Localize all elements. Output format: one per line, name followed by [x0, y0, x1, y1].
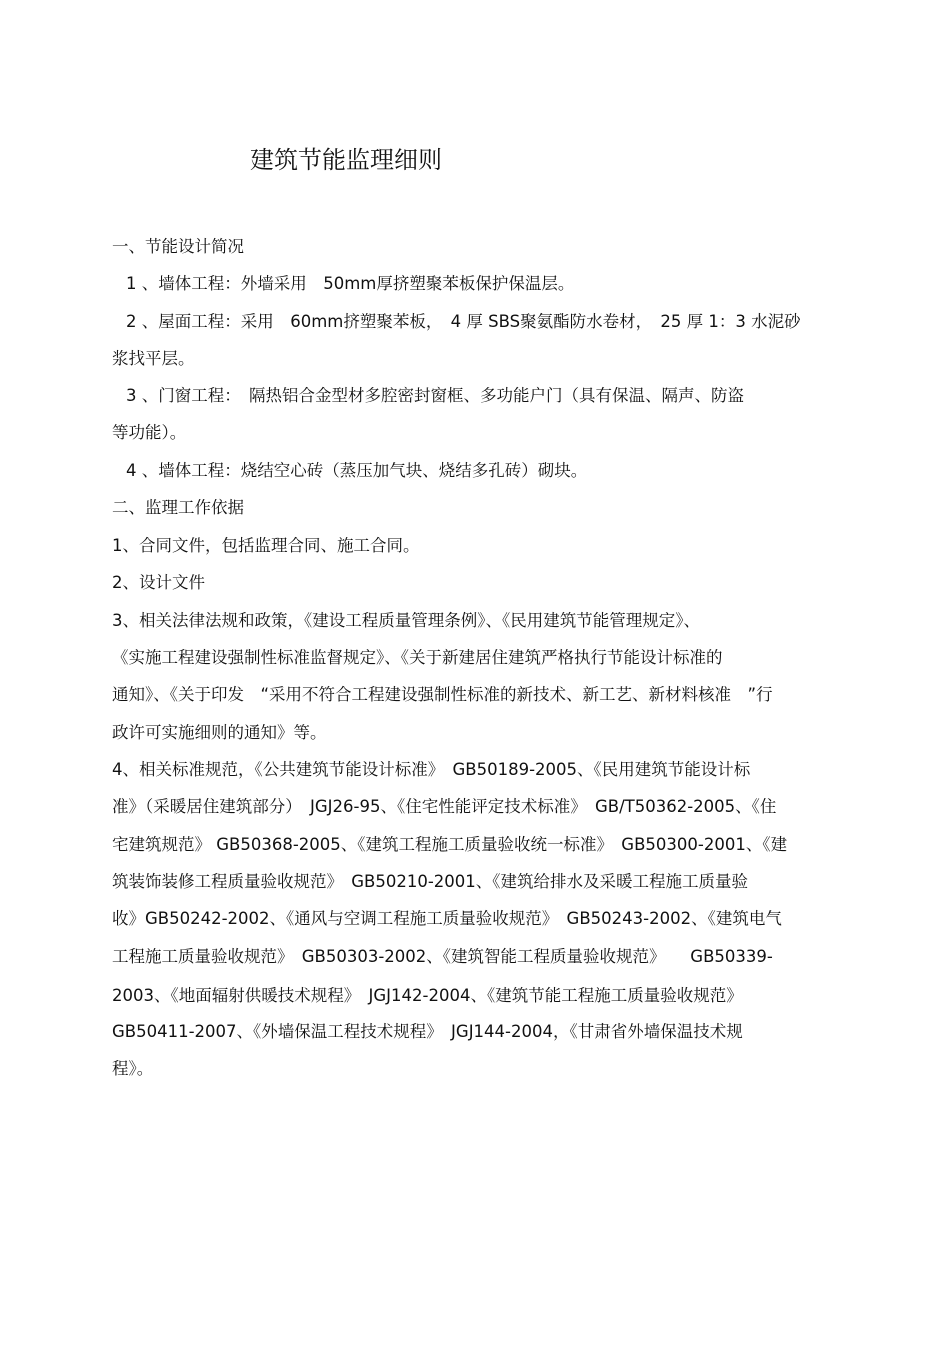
paragraph-line: 4、相关标准规范，《公共建筑节能设计标准》 GB50189-2005、《民用建筑节能设计标 [112, 760, 751, 779]
paragraph-line: 宅建筑规范》 GB50368-2005、《建筑工程施工质量验收统一标准》 GB50300-2001、《建 [112, 835, 788, 854]
paragraph-line: GB50411-2007、《外墙保温工程技术规程》 JGJ144-2004，《甘肃省外墙保温技术规 [112, 1022, 743, 1041]
paragraph-line: 3 、门窗工程： 隔热铝合金型材多腔密封窗框、多功能户门（具有保温、隔声、防盗 [126, 386, 744, 405]
paragraph-line: 浆找平层。 [112, 349, 195, 368]
paragraph-line: 工程施工质量验收规范》 GB50303-2002、《建筑智能工程质量验收规范》 GB50339- [112, 947, 773, 966]
paragraph-line: 收》GB50242-2002、《通风与空调工程施工质量验收规范》 GB50243-2002、《建筑电气 [112, 909, 782, 928]
paragraph-line: 1、合同文件，包括监理合同、施工合同。 [112, 536, 420, 555]
paragraph-line: 筑装饰装修工程质量验收规范》 GB50210-2001、《建筑给排水及采暖工程施工质量验 [112, 872, 749, 891]
paragraph-line: 程》。 [112, 1059, 154, 1078]
paragraph-line: 等功能）。 [112, 423, 187, 442]
section-heading: 一、节能设计简况 [112, 237, 244, 256]
paragraph-line: 2、设计文件 [112, 573, 205, 592]
paragraph-line: 2 、屋面工程：采用 60mm挤塑聚苯板， 4 厚 SBS聚氨酯防水卷材， 25 厚 1：3 水泥砂 [126, 312, 801, 331]
paragraph-line: 2003、《地面辐射供暖技术规程》 JGJ142-2004、《建筑节能工程施工质量验收规范》 [112, 986, 743, 1005]
paragraph-line: 准》（采暖居住建筑部分） JGJ26-95、《住宅性能评定技术标准》 GB/T50362-2005、《住 [112, 797, 777, 816]
paragraph-line: 4 、墙体工程：烧结空心砖（蒸压加气块、烧结多孔砖）砌块。 [126, 461, 588, 480]
paragraph-line: 《实施工程建设强制性标准监督规定》、《关于新建居住建筑严格执行节能设计标准的 [112, 648, 723, 667]
page-title: 建筑节能监理细则 [250, 146, 442, 174]
section-heading: 二、监理工作依据 [112, 498, 244, 517]
paragraph-line: 通知》、《关于印发 “采用不符合工程建设强制性标准的新技术、新工艺、新材料核准 ”行 [112, 685, 773, 704]
paragraph-line: 3、相关法律法规和政策，《建设工程质量管理条例》、《民用建筑节能管理规定》、 [112, 611, 700, 630]
paragraph-line: 1 、墙体工程：外墙采用 50mm厚挤塑聚苯板保护保温层。 [126, 274, 575, 293]
paragraph-line: 政许可实施细则的通知》等。 [112, 723, 327, 742]
